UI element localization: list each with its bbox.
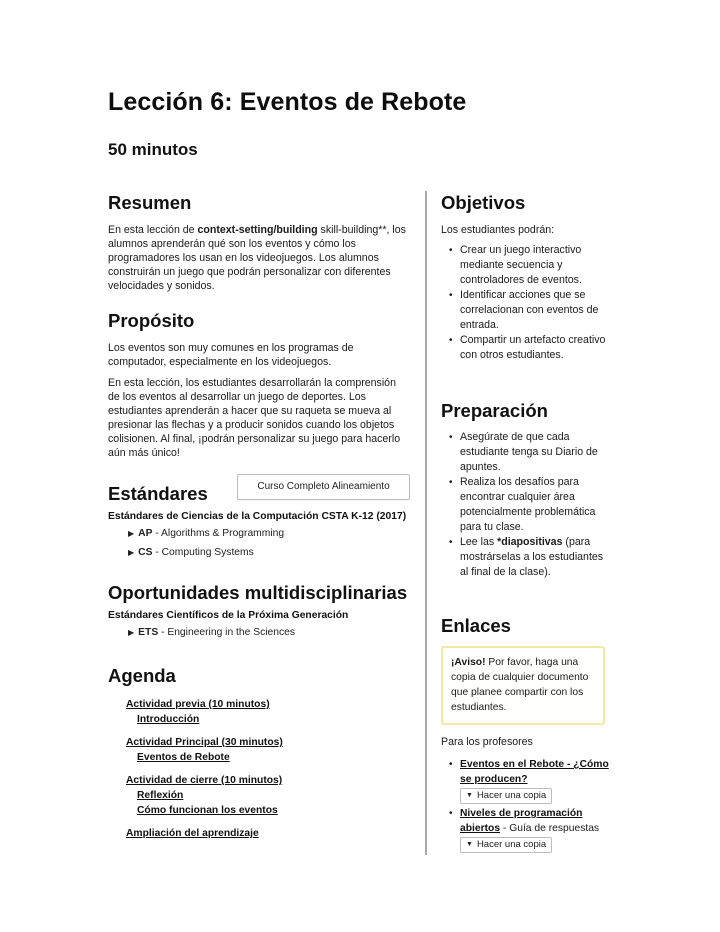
standard-label: - Algorithms & Programming [152, 528, 285, 539]
text: En esta lección de [108, 224, 198, 236]
section-heading: Enlaces [441, 615, 511, 636]
section-proposito [108, 308, 410, 460]
standards-group-title: Estándares Científicos de la Próxima Generación [108, 610, 349, 621]
link-niveles-de-programacion[interactable]: Niveles de programación abiertos [460, 808, 583, 834]
agenda-link-como-funcionan[interactable]: Cómo funcionan los eventos [137, 805, 278, 816]
bold-text: context-setting/building [197, 224, 318, 236]
teacher-links-list [441, 757, 611, 853]
lesson-duration: 50 minutos [108, 140, 198, 159]
section-resumen [108, 190, 410, 293]
full-course-alignment-button[interactable]: Curso Completo Alineamiento [237, 474, 410, 500]
page-title: Lección 6: Eventos de Rebote [108, 88, 467, 116]
link-item [460, 806, 611, 853]
agenda-group [126, 773, 410, 818]
caret-down-icon: ▼ [466, 792, 473, 799]
agenda-group [126, 735, 410, 765]
list-item: • Compartir un artefacto creativo con otros estudiantes. [460, 333, 611, 363]
section-preparacion [441, 398, 611, 580]
column-divider [425, 191, 427, 855]
make-copy-button[interactable] [460, 837, 552, 853]
agenda-link-ampliacion[interactable]: Ampliación del aprendizaje [126, 828, 259, 839]
notice-label: ¡Aviso! [451, 657, 486, 668]
warning-notice [441, 646, 605, 725]
section-heading: Agenda [108, 665, 176, 686]
agenda-link-reflexion[interactable]: Reflexión [137, 790, 184, 801]
agenda-link-eventos-de-rebote[interactable]: Eventos de Rebote [137, 752, 230, 763]
for-teachers-label: Para los profesores [441, 736, 533, 748]
standard-label: - Computing Systems [152, 547, 254, 558]
bold-text: *diapositivas [497, 536, 563, 548]
agenda-link-actividad-previa[interactable]: Actividad previa (10 minutos) [126, 699, 270, 710]
standard-code: AP [138, 528, 153, 539]
section-agenda [108, 663, 410, 849]
expand-triangle-icon: ▶ [128, 529, 135, 538]
proposito-paragraph-2: En esta lección, los estudiantes desarrollarán la comprensión de los eventos al desarrollar un juego de deportes. Los estudiantes aprenderán a hacer que su raqueta se mueva al presionar las flechas y a producir sonidos cuando los objetos colisionen. Al final, ¡podrán personalizar su juego para hacerlo aún más único! [108, 377, 401, 459]
notice-text: Por favor, haga una copia de cualquier documento que planee compartir con los estudiantes. [451, 657, 589, 713]
resumen-text [108, 223, 410, 293]
preparacion-list [441, 430, 611, 580]
section-enlaces [441, 613, 611, 855]
section-estandares [108, 476, 410, 560]
objetivos-list [441, 243, 611, 363]
button-label: Hacer una copia [476, 839, 547, 850]
agenda-link-actividad-cierre[interactable]: Actividad de cierre (10 minutos) [126, 775, 283, 786]
list-item: • Identificar acciones que se correlacionan con eventos de entrada. [460, 288, 611, 333]
agenda-group [126, 697, 410, 727]
section-multidisciplinarias [108, 580, 410, 640]
section-heading: Oportunidades multidisciplinarias [108, 582, 408, 603]
standard-item-ap[interactable] [128, 527, 410, 541]
section-heading: Resumen [108, 192, 192, 213]
text: skill-building**, los alumnos aprenderán qué son los eventos y cómo los programadores los usan en los videojuegos. Los alumnos construirán un juego que podrán personalizar con diferentes velocidades y sonidos. [108, 224, 406, 292]
text: (para mostrárselas a los estudiantes al final de la clase). [460, 536, 604, 578]
section-objetivos [441, 190, 611, 363]
section-heading: Propósito [108, 310, 195, 331]
section-heading: Preparación [441, 400, 548, 421]
link-eventos-en-el-rebote[interactable]: Eventos en el Rebote - ¿Cómo se producen? [460, 759, 609, 785]
agenda-link-actividad-principal[interactable]: Actividad Principal (30 minutos) [126, 737, 283, 748]
caret-down-icon: ▼ [466, 841, 473, 848]
standard-label: - Engineering in the Sciences [158, 627, 295, 638]
button-label: Hacer una copia [476, 790, 547, 801]
standard-item-ets[interactable] [128, 626, 410, 640]
standard-code: CS [138, 547, 153, 558]
expand-triangle-icon: ▶ [128, 548, 135, 557]
standard-item-cs[interactable] [128, 546, 410, 560]
proposito-paragraph-1: Los eventos son muy comunes en los programas de computador, especialmente en los videojuegos. [108, 342, 354, 368]
standard-code: ETS [138, 627, 159, 638]
expand-triangle-icon: ▶ [128, 628, 135, 637]
list-item: • Realiza los desafíos para encontrar cualquier área potencialmente problemática para tu clase. [460, 475, 611, 535]
objetivos-intro: Los estudiantes podrán: [441, 224, 555, 236]
agenda-group [126, 826, 410, 841]
list-item [460, 535, 611, 580]
text: Lee las [460, 536, 498, 548]
make-copy-button[interactable] [460, 788, 552, 804]
standards-group-title: Estándares de Ciencias de la Computación CSTA K-12 (2017) [108, 511, 407, 522]
list-item: • Asegúrate de que cada estudiante tenga su Diario de apuntes. [460, 430, 611, 475]
link-suffix: - Guía de respuestas [500, 823, 600, 834]
list-item: • Crear un juego interactivo mediante secuencia y controladores de eventos. [460, 243, 611, 288]
agenda-list [126, 697, 410, 841]
section-heading: Objetivos [441, 192, 526, 213]
section-heading: Estándares [108, 483, 208, 504]
link-item [460, 757, 611, 804]
agenda-link-introduccion[interactable]: Introducción [137, 714, 200, 725]
